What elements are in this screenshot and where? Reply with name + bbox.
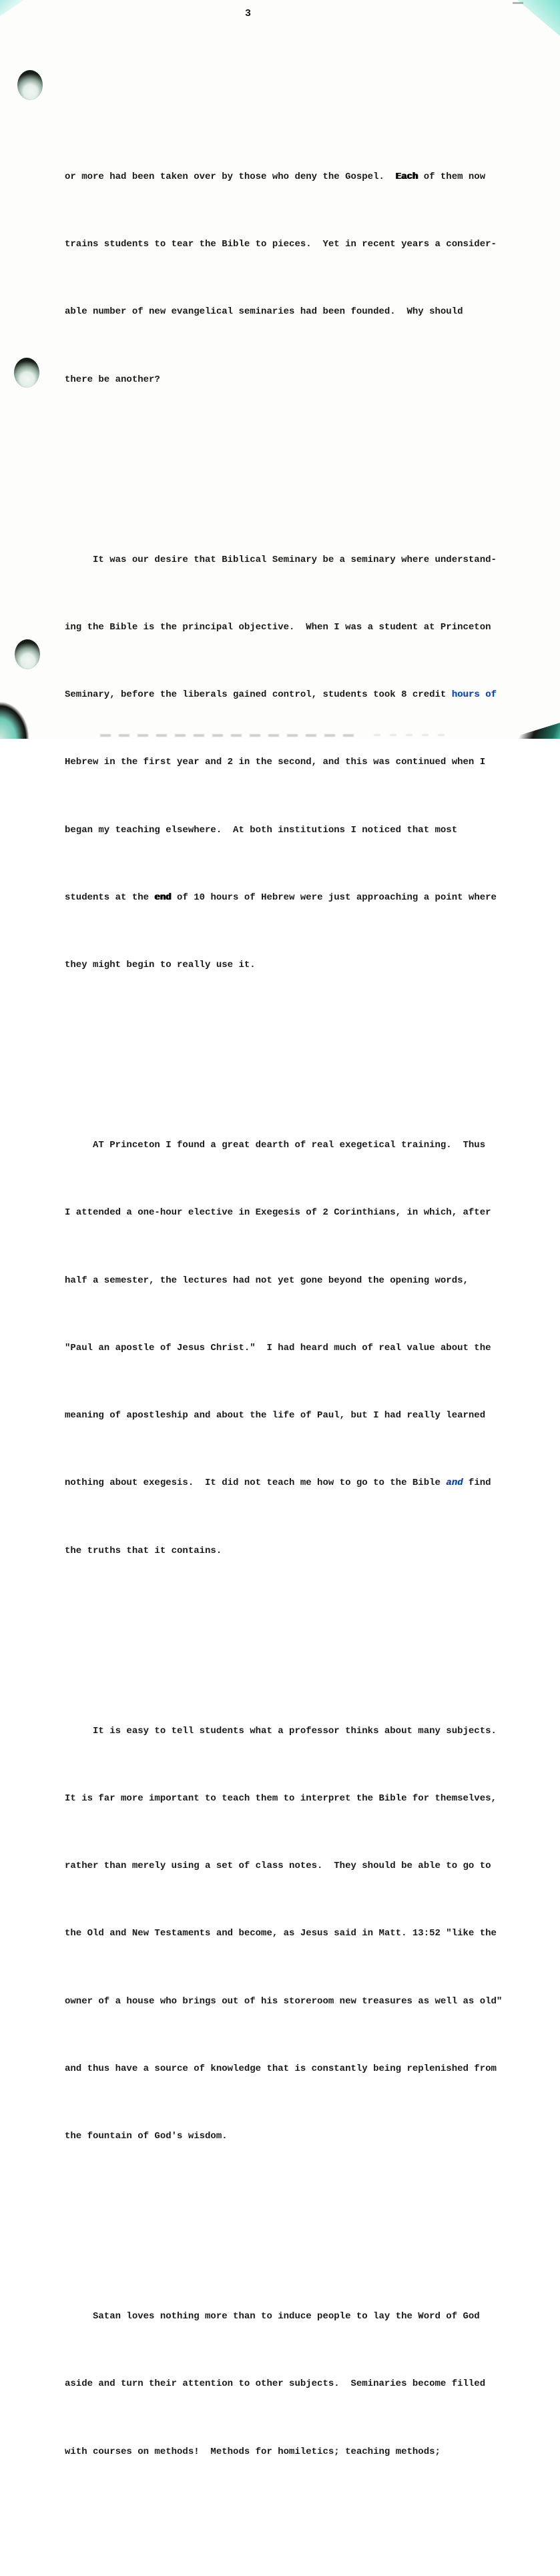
- inserted-italic-word: and: [446, 1478, 463, 1489]
- text-segment: or more had been taken over by those who deny the Gospel.: [65, 171, 396, 182]
- page-number: 3: [245, 8, 252, 19]
- overstruck-word: end: [154, 892, 172, 903]
- text-line: owner of a house who brings out of his storeroom new treasures as well as old": [65, 1995, 503, 2007]
- text-line: It was our desire that Biblical Seminary be a seminary where understand-: [65, 554, 497, 565]
- page-curl-bottom-left: [0, 695, 35, 739]
- text-line: [65, 1472, 525, 1495]
- text-line: began my teaching elsewhere. At both institutions I noticed that most: [65, 824, 458, 836]
- text-line: meaning of apostleship and about the life of Paul, but I had really learned: [65, 1410, 486, 1421]
- text-line: Hebrew in the first year and 2 in the second, and this was continued when I: [65, 757, 486, 768]
- top-edge-mark: [513, 2, 523, 4]
- punch-hole-bottom: [15, 639, 40, 669]
- retyped-words: hours of: [451, 689, 497, 700]
- punch-hole-middle: [14, 358, 39, 388]
- text-line: "Paul an apostle of Jesus Christ." I had heard much of real value about the: [65, 1342, 491, 1353]
- text-segment: of 10 hours of Hebrew were just approaching a point where: [171, 892, 497, 903]
- text-line: [65, 887, 525, 910]
- text-line: the Old and New Testaments and become, as Jesus said in Matt. 13:52 "like the: [65, 1928, 497, 1939]
- paragraph: [65, 2261, 525, 2509]
- overstruck-word: Each: [395, 171, 418, 182]
- scan-corner-top-right: [517, 0, 560, 36]
- text-line: half a semester, the lectures had not yet gone beyond the opening words,: [65, 1275, 469, 1286]
- text-line: the truths that it contains.: [65, 1545, 222, 1556]
- scan-corner-top-left: [0, 0, 24, 16]
- text-line: I attended a one-hour elective in Exegesis of 2 Corinthians, in which, after: [65, 1207, 491, 1219]
- text-line: with courses on methods! Methods for homiletics; teaching methods;: [65, 2446, 441, 2457]
- text-line: and thus have a source of knowledge that is constantly being replenished from: [65, 2063, 497, 2074]
- text-line: Satan loves nothing more than to induce people to lay the Word of God: [65, 2311, 480, 2322]
- text-line: the fountain of God's wisdom.: [65, 2131, 228, 2142]
- paragraph: [65, 1090, 525, 1608]
- typed-text-block: [65, 53, 525, 2576]
- text-line: AT Princeton I found a great dearth of real exegetical training. Thus: [65, 1140, 486, 1151]
- text-segment: of them now: [418, 171, 486, 182]
- text-line: [65, 166, 525, 189]
- text-line: trains students to tear the Bible to pieces. Yet in recent years a consider-: [65, 239, 497, 250]
- text-line: It is far more important to teach them to interpret the Bible for themselves,: [65, 1793, 497, 1804]
- text-line: aside and turn their attention to other subjects. Seminaries become filled: [65, 2378, 486, 2390]
- bottom-edge-smudge-2: [374, 734, 454, 736]
- text-line: It is easy to tell students what a professor thinks about many subjects.: [65, 1725, 497, 1736]
- bottom-edge-smudge: [100, 734, 360, 737]
- paragraph: [65, 121, 525, 436]
- text-line: [65, 684, 525, 707]
- paragraph: [65, 504, 525, 1022]
- text-line: there be another?: [65, 374, 160, 385]
- text-line: able number of new evangelical seminaries had been founded. Why should: [65, 306, 463, 318]
- text-line: ing the Bible is the principal objective. When I was a student at Princeton: [65, 621, 491, 633]
- text-line: rather than merely using a set of class notes. They should be able to go to: [65, 1861, 491, 1871]
- paragraph: [65, 1675, 525, 2193]
- text-line: they might begin to really use it.: [65, 960, 256, 970]
- text-segment: Seminary, before the liberals gained control, students took 8 credit: [65, 689, 452, 700]
- text-segment: nothing about exegesis. It did not teach me how to go to the Bible: [65, 1478, 447, 1489]
- punch-hole-top: [17, 70, 43, 100]
- text-segment: students at the: [65, 892, 155, 903]
- text-segment: find: [463, 1478, 491, 1489]
